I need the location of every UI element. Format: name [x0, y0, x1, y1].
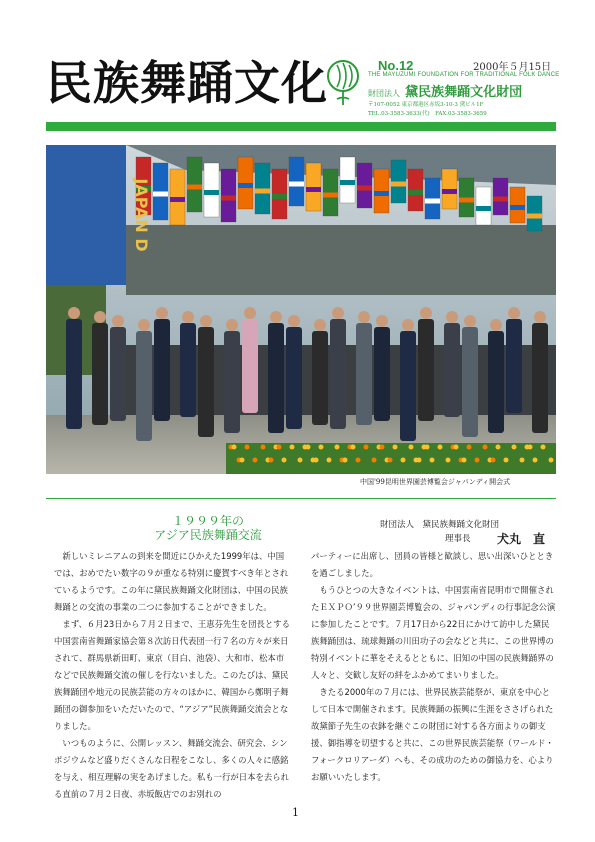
- author-role: 理事長: [445, 534, 471, 544]
- page-number: 1: [292, 806, 299, 819]
- paragraph: もうひとつの大きなイベントは、中国雲南省昆明市で開催されたＥＸＰＯ’９９世界園芸博覧会の、ジャパンディの行事記念公演に参加したことです。７月17日から22日にかけて訪中した黛民族舞踊団は、琉球舞踊の川田功子の会などと共に、この世界博の特別イベントに華をそえるとともに、旧知の中国の民族舞踊界の人々と、交歓し友好の絆をふかめてまいりました。: [311, 585, 556, 680]
- foundation-address: 〒107-0052 東京都港区赤坂3-10-3 黛ビル1F: [368, 102, 484, 108]
- section-divider: [46, 498, 556, 499]
- paragraph: きたる2000年の７月には、世界民族芸能祭が、東京を中心として日本で開催されます。民族舞踊の振興に生涯をささげられた故黛節子先生の衣鉢を継ぐこの財団に対する各方面よりの御支援、御指導を切望すると共に、この世界民族芸能祭（ワールド・フォークロリアーダ）へも、その成功のための御協力を、心よりお願いいたします。: [311, 687, 554, 782]
- photo-caption: 中国'99昆明世界園芸博覧会ジャパンディ開会式: [360, 478, 511, 486]
- author-name: 犬丸 直: [497, 532, 546, 546]
- author-organization: 財団法人 黛民族舞踊文化財団: [380, 520, 500, 530]
- issue-date: 2000年５月15日: [473, 62, 552, 73]
- newsletter-title: 民族舞踊文化: [46, 56, 328, 110]
- header-green-bar: [46, 122, 556, 131]
- banner-text: JAPAN D: [132, 178, 151, 252]
- foundation-phone: TEL.03-3583-3633(代) FAX.03-3583-3659: [368, 111, 487, 117]
- paragraph: まず、６月23日から７月２日まで、王恵芬先生を団長とする中国雲南省舞踊家協会第８次訪日代表団一行７名の方々が来日されて、群馬県新田町、東京（目白、池袋）、大和市、松本市などで民族舞踊交流の催しを行ないました。このたびは、黛民族舞踊団や地元の民族芸能の方々のほかに、韓国から鄭明子舞踊団の御参加をいただいたので、“アジア”民族舞踊交流会となりました。: [54, 619, 290, 731]
- article-right-column: [311, 548, 556, 786]
- issue-number: No.12: [378, 58, 414, 73]
- article-title-line1: １９９９年の: [171, 514, 244, 528]
- article-title-line2: アジア民族舞踊交流: [154, 528, 262, 542]
- opening-ceremony-photo: [46, 145, 556, 474]
- foundation-logo-icon: [323, 56, 363, 108]
- paragraph: いつものように、公開レッスン、舞踊交流会、研究会、シンポジウムなど盛りだくさんな日程をこなし、多くの人々に感銘を与え、相互理解の実をあげました。私も一行が日本を去られる直前の７月２日夜、赤坂飯店でのお別れの: [54, 738, 290, 799]
- foundation-english-name: THE MAYUZUMI FOUNDATION FOR TRADITIONAL FOLK DANCE: [368, 72, 560, 78]
- foundation-japanese-name: [368, 81, 522, 100]
- paragraph: 新しいミレニアムの到来を間近にひかえた1999年は、中国では、おめでたい数字の９が重なる特別に慶賀すべき年とされているようです。この年に黛民族舞踊文化財団は、中国の民族舞踊との交流の事業の二つに参加することができました。: [54, 551, 289, 612]
- article-title: [108, 514, 308, 542]
- paragraph: パーティーに出席し、団員の皆様と歓談し、思い出深いひとときを過ごしました。: [311, 551, 554, 578]
- foundation-prefix: 財団法人: [368, 89, 400, 98]
- article-left-column: [54, 548, 290, 803]
- foundation-name: 黛民族舞踊文化財団: [405, 85, 523, 100]
